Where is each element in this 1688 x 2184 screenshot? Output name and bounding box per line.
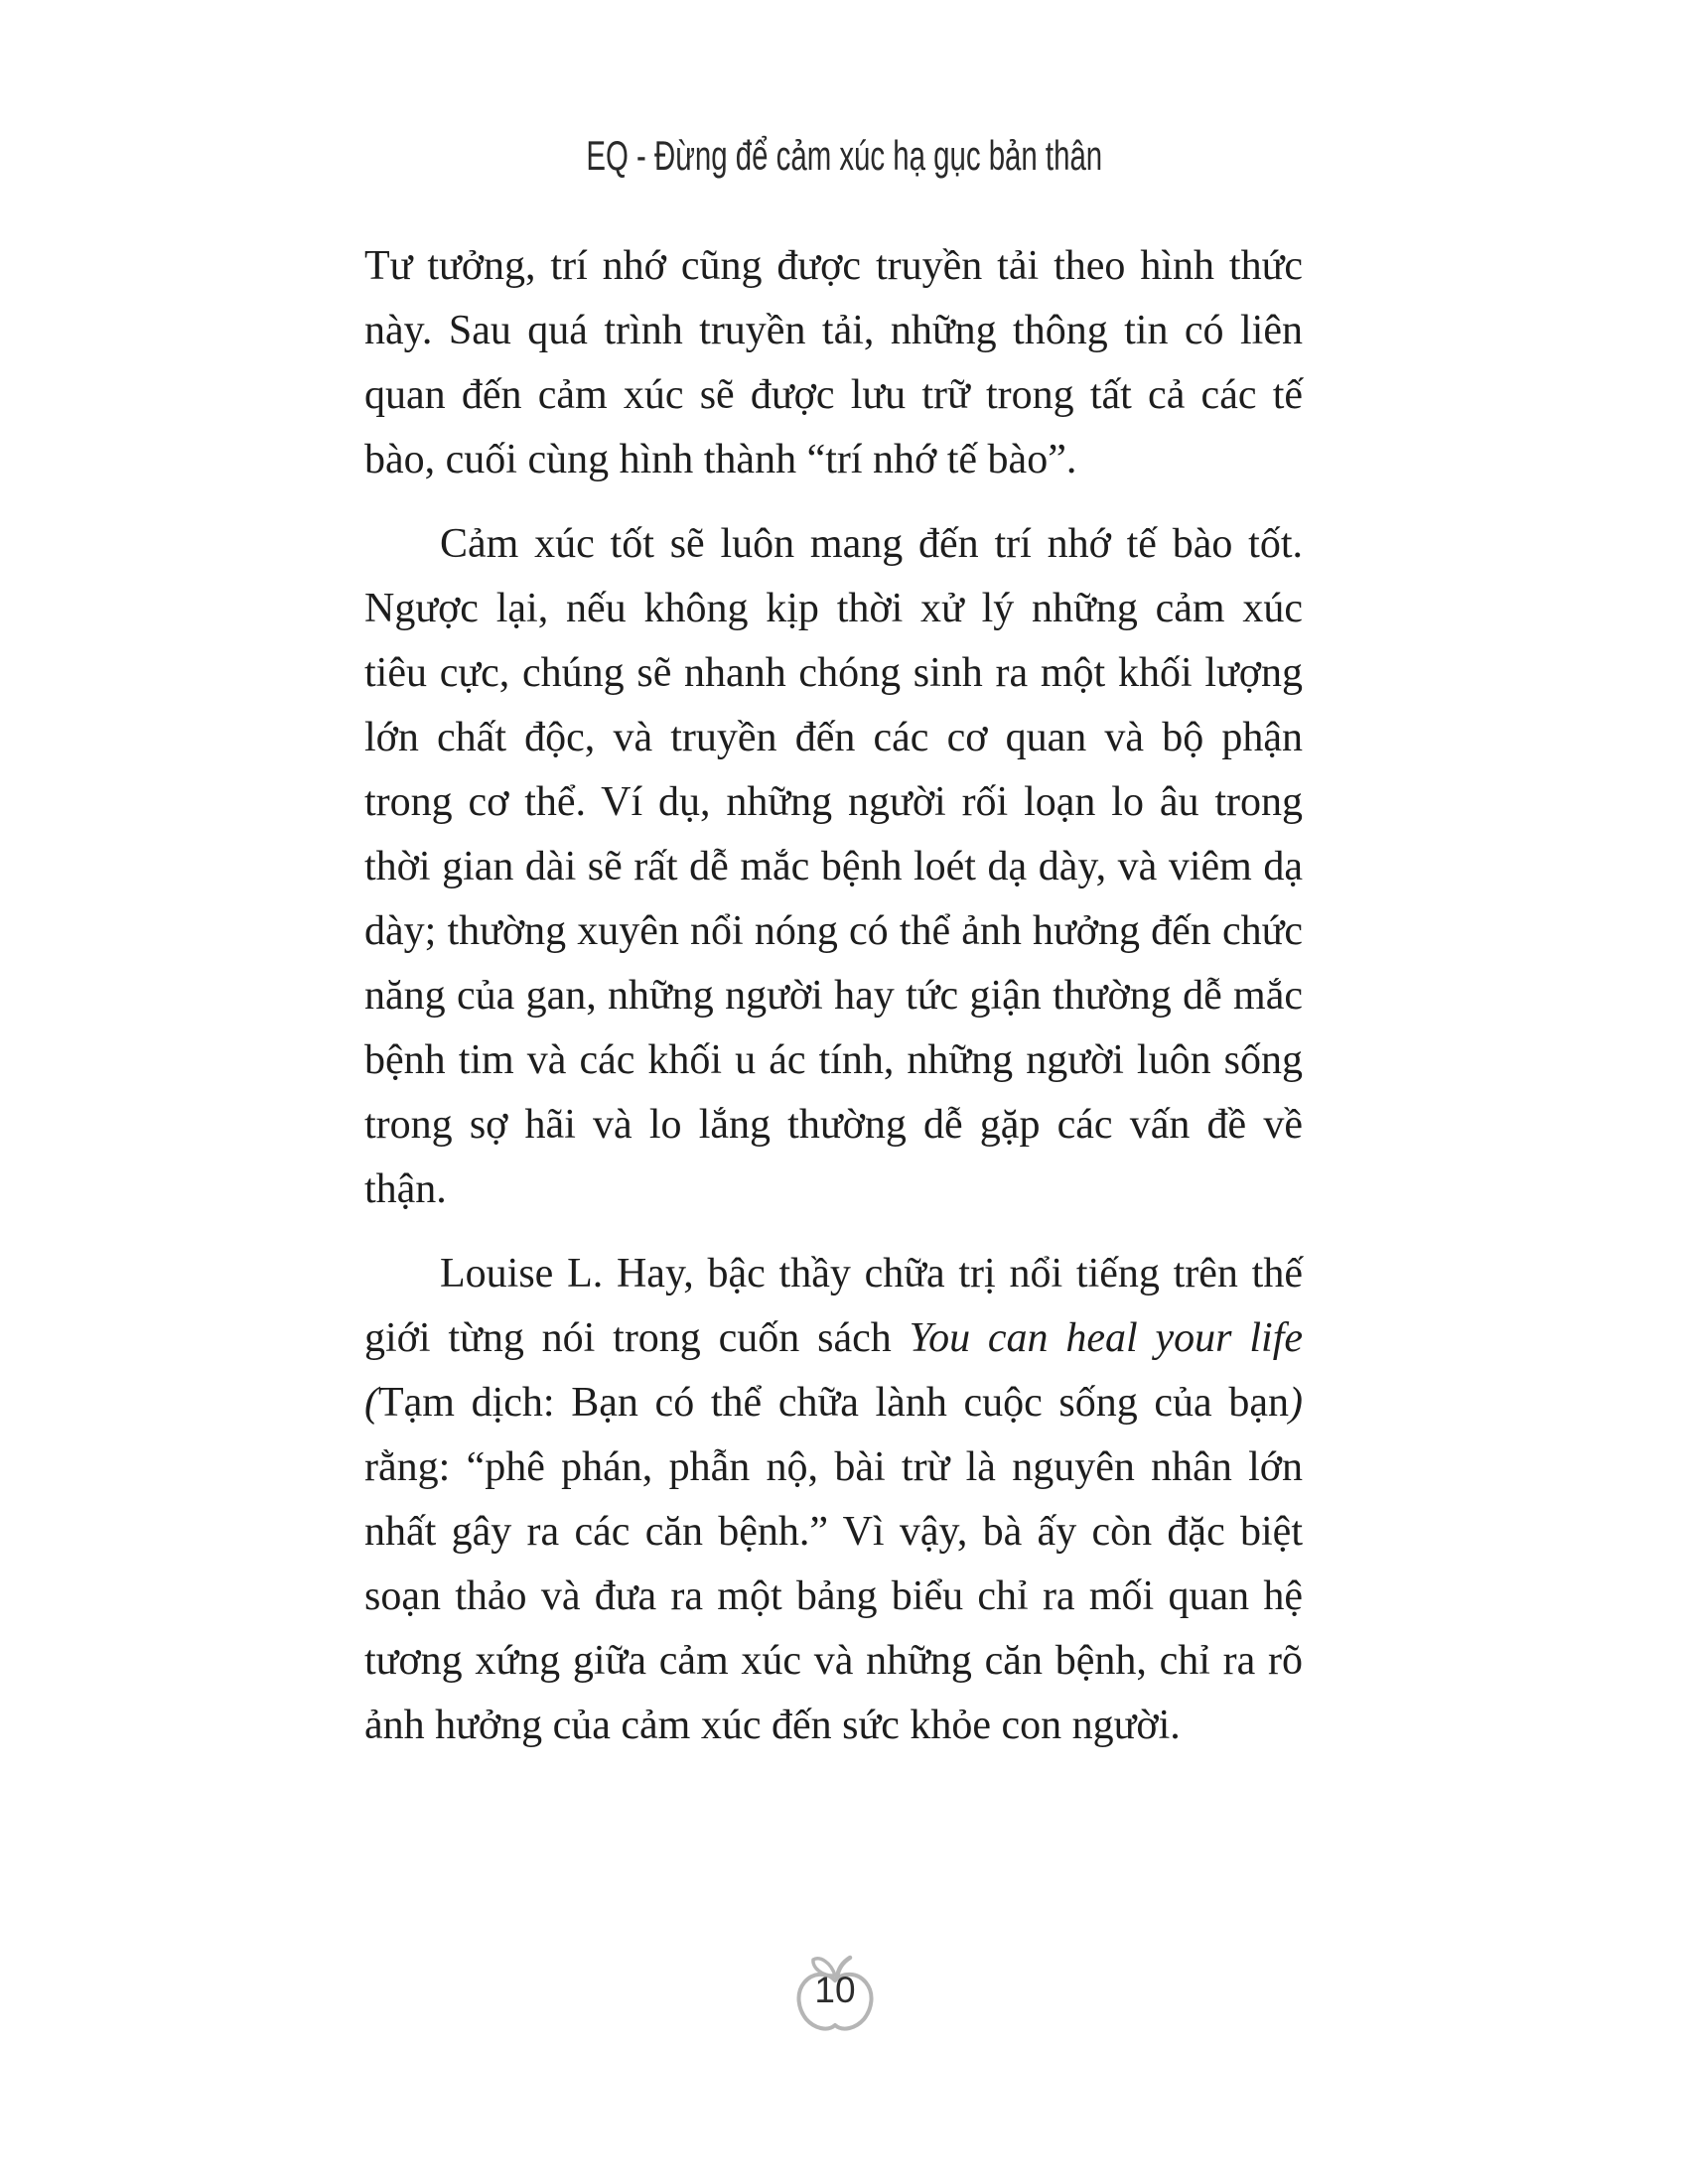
paragraph-3-segment-3: Tạm dịch: Bạn có thể chữa lành cuộc sống của bạn [378,1380,1289,1426]
page-footer [789,1952,881,2031]
paragraph-3-segment-4: ) [1289,1380,1303,1426]
paragraph-3-segment-2-book-title: You can heal your life ( [364,1315,1303,1426]
paragraph-2 [364,512,1303,1222]
paragraph-3 [364,1242,1303,1758]
page-body [364,234,1303,1778]
paragraph-3-segment-5: rằng: “phê phán, phẫn nộ, bài trừ là nguyên nhân lớn nhất gây ra các căn bệnh.” Vì vậy, bà ấy còn đặc biệt soạn thảo và đưa ra một bảng biểu chỉ ra mối quan hệ tương xứng giữa cảm xúc và những căn bệnh, chỉ ra rõ ảnh hưởng của cảm xúc đến sức khỏe con người. [364,1444,1303,1748]
running-header [0,132,1688,179]
paragraph-3-segment-1: Louise L. Hay, bậc thầy chữa trị nổi tiếng trên thế giới từng nói trong cuốn sách [364,1251,1303,1361]
paragraph-1 [364,234,1303,492]
paragraph-2-text: Cảm xúc tốt sẽ luôn mang đến trí nhớ tế bào tốt. Ngược lại, nếu không kịp thời xử lý những cảm xúc tiêu cực, chúng sẽ nhanh chóng sinh ra một khối lượng lớn chất độc, và truyền đến các cơ quan và bộ phận trong cơ thể. Ví dụ, những người rối loạn lo âu trong thời gian dài sẽ rất dễ mắc bệnh loét dạ dày, và viêm dạ dày; thường xuyên nổi nóng có thể ảnh hưởng đến chức năng của gan, những người hay tức giận thường dễ mắc bệnh tim và các khối u ác tính, những người luôn sống trong sợ hãi và lo lắng thường dễ gặp các vấn đề về thận. [364,521,1303,1212]
running-header-title: EQ - Đừng để cảm xúc hạ gục bản thân [586,132,1102,179]
page-number: 10 [814,1970,856,2010]
paragraph-1-text: Tư tưởng, trí nhớ cũng được truyền tải theo hình thức này. Sau quá trình truyền tải, những thông tin có liên quan đến cảm xúc sẽ được lưu trữ trong tất cả các tế bào, cuối cùng hình thành “trí nhớ tế bào”. [364,243,1303,482]
